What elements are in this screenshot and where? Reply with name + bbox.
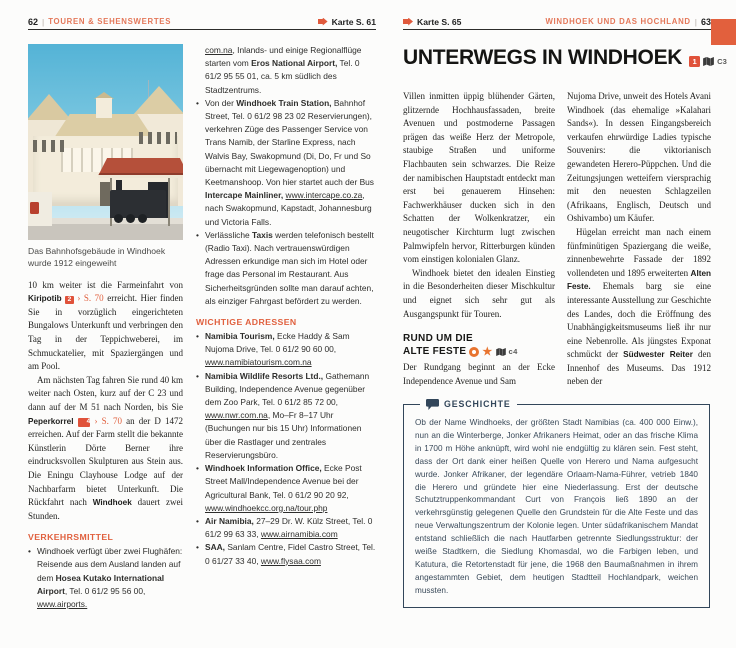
body-paragraph: Nujoma Drive, unweit des Hotels Avani Windhoek (das ehemalige »Kalahari Sands«). In dessen Eingangsbereich verkaufen ehrwürdige Ladies typische Souvenirs: die viktorianisch gewandeten Herero-Püppchen. Und die Zeitungsjungen wetteifern viersprachig mit den neuesten Schlagzeilen (Afrikaans, Englisch, Deutsch und Oshivambo) um Käufer. bbox=[567, 91, 711, 224]
info-item: • SAA, Sanlam Centre, Fidel Castro Street, Tel. 0 61/27 33 40, www.flysaa.com bbox=[196, 541, 376, 567]
station-photo bbox=[28, 44, 183, 240]
right-page-header bbox=[403, 14, 711, 30]
chapter-title-bar bbox=[403, 46, 727, 70]
page-left bbox=[28, 0, 376, 648]
highlight-star-icon: ★ bbox=[482, 345, 493, 358]
photo-road bbox=[28, 224, 183, 240]
info-item: com.na, Inlands- und einige Regionalflüge starten vom Eros National Airport, Tel. 0 61/2 95 55 01, ca. 5 km südlich des Stadtzentrums. bbox=[205, 45, 362, 95]
ref-number-badge: 4 bbox=[78, 418, 91, 427]
right-column-2 bbox=[567, 90, 711, 389]
info-item: • Namibia Tourism, Ecke Haddy & Sam Nujoma Drive, Tel. 0 61/2 90 60 00, www.namibiatourism.com.na bbox=[196, 330, 376, 370]
left-column-1 bbox=[28, 44, 183, 611]
section-heading-transport: VERKEHRSMITTEL bbox=[28, 532, 114, 543]
grid-reference: c4 bbox=[508, 347, 518, 357]
info-item: • Namibia Wildlife Resorts Ltd., Gathemann Building, Independence Avenue gegenüber dem Zoo Park, Tel. 0 61/2 85 72 00, www.nwr.com.na, Mo–Fr 8–17 Uhr (Buchungen nur bis 15 Uhr) Informationen über die Rastlager und zentrales Reservierungsbüro. bbox=[196, 370, 376, 462]
info-item: • Verlässliche Taxis werden telefonisch bestellt (Radio Taxi). Nach vertrauenswürdigen Adressen erkundige man sich im Hotel oder frage das Personal im Restaurant. Aus Sicherheitsgründen sollte man darauf achten, als einziger Fahrgast befördert zu werden. bbox=[196, 229, 376, 308]
page-number: 62 bbox=[28, 16, 39, 27]
map-icon bbox=[496, 348, 506, 356]
left-page-columns bbox=[28, 44, 376, 611]
map-arrow-icon bbox=[318, 18, 328, 26]
history-box-title: GESCHICHTE bbox=[444, 399, 511, 409]
body-paragraph: Windhoek bietet den idealen Einstieg in die Besonderheiten dieser Mischkultur und eignet sich sehr gut als Ausgangspunkt für Touren. bbox=[403, 267, 555, 319]
body-paragraph: Villen inmitten üppig blühender Gärten, glitzernde Hochhausfassaden, breite Avenuen und postmoderne Passagen prägen das weiße Herz der Metropole, staubige Straßen und uniforme Flachbauten sein schwarzes. Die Reize der namibischen Hauptstadt entdeckt man erst bei genauerem Hinsehen: Fachwerkhäuser ducken sich in den Schatten der Wolkenkratzer, ein neugotischer Kirchturm lugt zwischen Palmwipfeln hervor, Ritterburgen künden vom einstigen kolonialen Glanz. bbox=[403, 91, 555, 265]
tour-number-badge: 1 bbox=[689, 56, 700, 67]
chapter-thumb-tab bbox=[711, 19, 736, 45]
page-right bbox=[403, 0, 727, 648]
map-reference-label: Karte S. 65 bbox=[417, 16, 462, 27]
info-item: • Von der Windhoek Train Station, Bahnhof Street, Tel. 0 61/2 98 23 02 Reservierungen), verkehren Züge des Passenger Service von Trans Namib, der Starline Express, nach Walvis Bay, Swakopmund (Di, Do, Fr und So übernacht mit Liegewagenoption) und Keetmanshoop. Von hier startet auch der Bus Intercape Mainliner, www.intercape.co.za, nach Swakopmund, Kapstadt, Johannesburg und Victoria Falls. bbox=[196, 97, 376, 229]
info-item: • Windhoek Information Office, Ecke Post Street Mall/Independence Avenue bei der Agricultural Bank, Tel. 0 61/2 90 20 92, www.windhoekcc.org.na/tour.php bbox=[196, 462, 376, 515]
section-title: WINDHOEK UND DAS HOCHLAND bbox=[545, 17, 691, 26]
subsection-heading-line2: ALTE FESTE bbox=[403, 346, 467, 358]
map-reference bbox=[403, 17, 461, 27]
right-column-1 bbox=[403, 90, 555, 389]
left-column-2 bbox=[196, 44, 376, 611]
section-heading-addresses: WICHTIGE ADRESSEN bbox=[196, 317, 297, 328]
page-number: 63 bbox=[700, 16, 711, 27]
speech-bubble-icon bbox=[426, 399, 439, 410]
map-icon bbox=[703, 57, 714, 66]
subsection-heading bbox=[403, 332, 555, 358]
body-paragraph: 10 km weiter ist die Farmeinfahrt von Kiripotib 2 › S. 70 erreicht. Hier finden Sie in vorzüglich eingerichteten Bungalows Unterkunft und verbringen den Tag in der Teppichweberei, im Schmuckatelier, mit Spaziergängen und am Pool. bbox=[28, 279, 183, 372]
grid-reference: C3 bbox=[717, 57, 727, 66]
ref-number-badge: 2 bbox=[65, 296, 74, 305]
body-paragraph: Am nächsten Tag fahren Sie rund 40 km weiter nach Osten, kurz auf der C 23 und dann auf der M 51 nach Norden, bis Sie Peperkorrel 4 › S. 70 an der D 1472 erreichen. Auf der Farm stellt die bekannte Künstlerin Dörte Berner ihre eindrucksvollen Skulpturen aus Stein aus. Die Eningu Clayhouse Lodge auf der Nachbarfarm bietet Unterkunft. Die Rückfahrt nach Windhoek dauert zwei Stunden. bbox=[28, 374, 183, 521]
photo-canopy bbox=[98, 158, 183, 176]
left-page-header bbox=[28, 14, 376, 30]
header-separator: | bbox=[42, 16, 45, 27]
chapter-title: UNTERWEGS IN WINDHOEK bbox=[403, 46, 683, 69]
photo-caption: Das Bahnhofsgebäude in Windhoek wurde 1912 eingeweiht bbox=[28, 246, 166, 268]
section-title: TOUREN & SEHENSWERTES bbox=[48, 17, 172, 26]
body-paragraph: Hügelan erreicht man nach einem fünfminütigen Spaziergang die weiße, zinnenbewehrte Fassade der 1892 vollendeten und 1895 erweiterten Alten Feste. Ehemals barg sie eine interessante Ausstellung zur Geschichte des Landes, doch die Eröffnung des Unabhängigkeitsmuseums ließ ihr nur eine Nebenrolle. Als jüngstes Exponat schmückt der Südwester Reiter den Innenhof des Museums. Das 1912 neben der bbox=[567, 226, 711, 387]
map-arrow-icon bbox=[403, 18, 413, 26]
history-box-text: Ob der Name Windhoeks, der größten Stadt Namibias (ca. 400 000 Einw.), nun an die Winterberge, Jonker Afrikaners Heimat, oder an das frische Klima in 1700 m Höhe anknüpft, wird wohl nie endgültig zu klären sein. Fest steht, dass der Ort dank einer heißen Quelle von Herero und Nama aufgesucht wurde. Jonker Afrikaner, der legendäre Orlaam-Nama-Führer, vetrieb 1840 die Herero und gründete hier eine Niederlassung. Erst der deutsche Schutztruppenkommandant Curt von François ließ 1890 an der verkehrsgünstig gelegenen Quelle den Grundstein für die Alte Feste und das neue Verwaltungszentrum der Kolonie legen. Unter südafrikanischem Mandat entstand schließlich die nach Hautfarben getrennte Siedlungsstruktur: der weiße Stadtkern, die Siedlung Khomasdal, wo die Farbigen leben, und Katutura, die Retortenstadt für jene, die 1968 den Baumaßnahmen in ihrem angestammten Gebiet, dem heutigen Stadtteil Hochlandpark, weichen mussten. bbox=[415, 418, 698, 595]
map-reference-label: Karte S. 61 bbox=[331, 16, 376, 27]
tour-stop-icon bbox=[469, 347, 479, 357]
history-box-label bbox=[420, 399, 517, 410]
right-page-columns bbox=[403, 90, 711, 389]
info-item: • Windhoek verfügt über zwei Flughäfen: Reisende aus dem Ausland landen auf dem Hosea Kutako International Airport, Tel. 0 61/2 95 56 00, www.airports. bbox=[28, 545, 183, 611]
subsection-heading-line1: RUND UM DIE bbox=[403, 333, 473, 345]
header-separator: | bbox=[694, 16, 697, 27]
history-info-box bbox=[403, 399, 710, 608]
info-item: • Air Namibia, 27–29 Dr. W. Külz Street, Tel. 0 61/2 99 63 33, www.airnamibia.com bbox=[196, 515, 376, 541]
body-paragraph: Der Rundgang beginnt an der Ecke Independence Avenue und Sam bbox=[403, 362, 555, 386]
map-reference bbox=[318, 17, 376, 27]
